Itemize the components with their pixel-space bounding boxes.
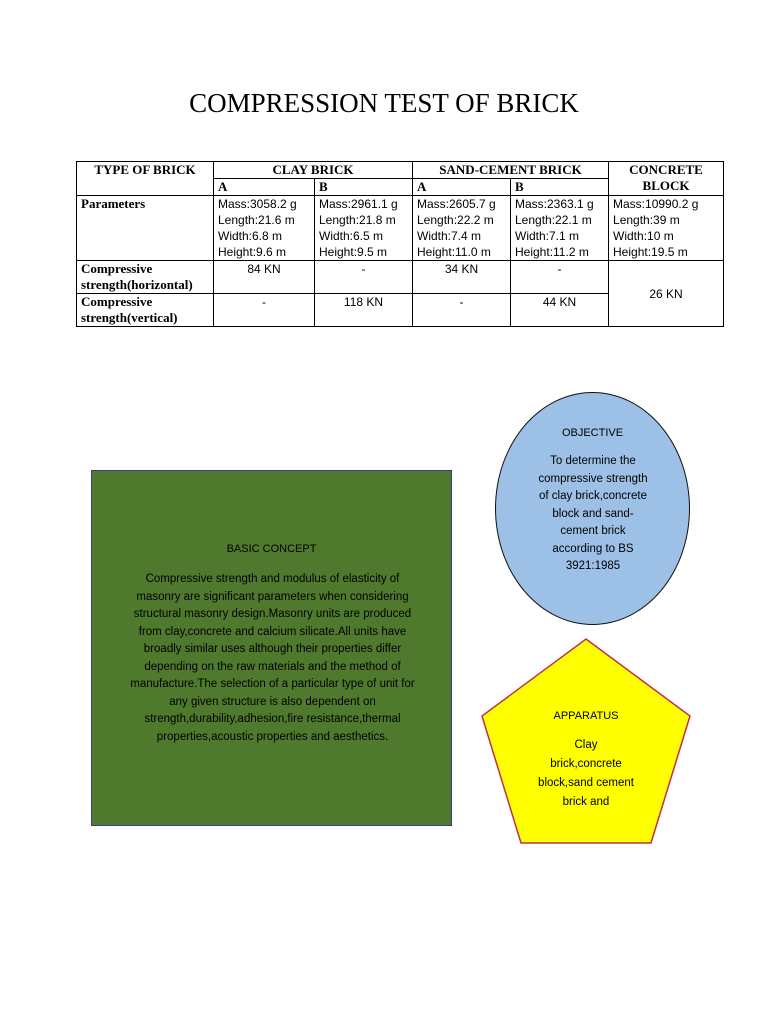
text-line: any given structure is also dependent on <box>169 695 376 708</box>
clay-b-parameters <box>315 196 413 261</box>
apparatus-pentagon <box>481 638 691 844</box>
text-line: strength,durability,adhesion,fire resistance,thermal <box>144 713 401 725</box>
horizontal-sand-b: - <box>511 261 609 294</box>
clay-brick-header: CLAY BRICK <box>214 162 413 179</box>
param-line: Length:39 m <box>613 213 680 227</box>
text-line: brick,concrete <box>550 758 622 770</box>
apparatus-text <box>526 736 646 812</box>
basic-concept-box <box>91 470 452 826</box>
param-line: Width:6.8 m <box>218 229 283 243</box>
apparatus-heading: APPARATUS <box>553 710 619 722</box>
page-title: COMPRESSION TEST OF BRICK <box>189 88 579 118</box>
basic-concept-text <box>106 571 439 746</box>
sand-a-parameters <box>413 196 511 261</box>
horizontal-strength-label <box>77 261 214 294</box>
vertical-sand-a: - <box>413 294 511 327</box>
text-line: manufacture.The selection of a particular type of unit for <box>130 678 415 690</box>
sand-b-header: B <box>511 179 609 196</box>
vertical-clay-b: 118 KN <box>315 294 413 327</box>
text-line: brick and <box>562 796 610 808</box>
param-line: Width:10 m <box>613 229 674 243</box>
text-line: block and sand- <box>552 507 634 520</box>
text-line: cement brick <box>560 525 626 537</box>
text-line: broadly similar uses although their properties differ <box>143 643 402 655</box>
param-line: Height:11.0 m <box>417 245 491 259</box>
param-line: Height:19.5 m <box>613 245 688 259</box>
concrete-block-header: CONCRETE BLOCK <box>609 162 724 196</box>
clay-b-header: B <box>315 179 413 196</box>
text-line: masonry are significant parameters when considering <box>136 590 409 603</box>
param-line: Length:22.1 m <box>515 213 592 227</box>
objective-heading: OBJECTIVE <box>561 427 624 439</box>
clay-a-parameters <box>214 196 315 261</box>
text-line: Compressive strength and modulus of elasticity of <box>145 573 400 585</box>
param-line: Length:22.2 m <box>417 213 494 227</box>
param-line: Height:9.6 m <box>218 245 287 259</box>
basic-concept-heading: BASIC CONCEPT <box>226 543 317 555</box>
parameters-label: Parameters <box>77 196 214 261</box>
text-line: 3921:1985 <box>565 560 621 572</box>
text-line: Clay <box>574 739 598 751</box>
param-line: Width:7.4 m <box>417 229 482 243</box>
param-line: Mass:3058.2 g <box>218 197 297 211</box>
concrete-strength: 26 KN <box>609 261 724 327</box>
text-line: from clay,concrete and calcium silicate.All units have <box>138 625 407 638</box>
param-line: Length:21.6 m <box>218 213 295 227</box>
text-line: according to BS <box>552 542 634 555</box>
text-line: depending on the raw materials and the method of <box>144 660 401 673</box>
param-line: Mass:2961.1 g <box>319 197 398 211</box>
param-line: Width:7.1 m <box>515 229 580 243</box>
objective-text <box>528 453 658 576</box>
vertical-sand-b: 44 KN <box>511 294 609 327</box>
label-line: strength(vertical) <box>81 310 178 325</box>
sand-cement-brick-header: SAND-CEMENT BRICK <box>413 162 609 179</box>
horizontal-clay-b: - <box>315 261 413 294</box>
param-line: Height:9.5 m <box>319 245 388 259</box>
param-line: Mass:10990.2 g <box>613 197 699 211</box>
param-line: Length:21.8 m <box>319 213 396 227</box>
sand-b-parameters <box>511 196 609 261</box>
label-line: Compressive <box>81 294 153 309</box>
param-line: Height:11.2 m <box>515 245 589 259</box>
text-line: To determine the <box>550 455 636 467</box>
text-line: properties,acoustic properties and aesthetics. <box>156 730 389 743</box>
param-line: Mass:2363.1 g <box>515 197 594 211</box>
param-line: Mass:2605.7 g <box>417 197 496 211</box>
vertical-clay-a: - <box>214 294 315 327</box>
concrete-parameters <box>609 196 724 261</box>
label-line: strength(horizontal) <box>81 277 193 292</box>
clay-a-header: A <box>214 179 315 196</box>
objective-ellipse <box>495 392 690 625</box>
text-line: compressive strength <box>538 472 648 485</box>
brick-test-table <box>76 161 724 327</box>
text-line: block,sand cement <box>538 777 634 789</box>
text-line: of clay brick,concrete <box>538 490 647 502</box>
text-line: structural masonry design.Masonry units are produced <box>133 608 412 620</box>
type-of-brick-header: TYPE OF BRICK <box>77 162 214 196</box>
param-line: Width:6.5 m <box>319 229 384 243</box>
sand-a-header: A <box>413 179 511 196</box>
label-line: Compressive <box>81 261 153 276</box>
horizontal-clay-a: 84 KN <box>214 261 315 294</box>
vertical-strength-label <box>77 294 214 327</box>
horizontal-sand-a: 34 KN <box>413 261 511 294</box>
